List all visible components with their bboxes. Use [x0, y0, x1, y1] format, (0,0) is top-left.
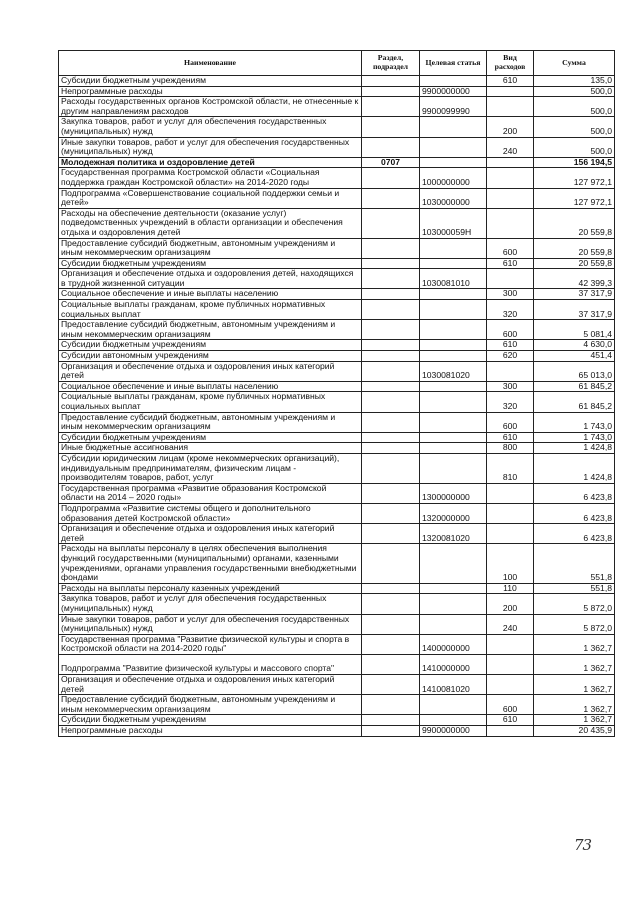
header-celevaya: Целевая статья: [420, 51, 487, 76]
cell-razdel: [362, 86, 420, 97]
cell-razdel: [362, 361, 420, 381]
cell-summa: 6 423,8: [534, 483, 615, 503]
cell-vid: 110: [487, 583, 534, 594]
cell-name: Государственная программа Костромской области «Социальная поддержка граждан Костромской области» на 2014-2020 годы: [59, 168, 362, 188]
cell-razdel: [362, 654, 420, 674]
cell-summa: 4 630,0: [534, 340, 615, 351]
cell-celevaya: 1030000000: [420, 188, 487, 208]
cell-summa: 1 424,8: [534, 453, 615, 483]
table-row: [59, 614, 615, 634]
cell-vid: 200: [487, 594, 534, 614]
cell-razdel: 0707: [362, 157, 420, 168]
cell-summa: 20 559,8: [534, 258, 615, 269]
table-row: [59, 594, 615, 614]
cell-razdel: [362, 340, 420, 351]
cell-name: Социальные выплаты гражданам, кроме публичных нормативных социальных выплат: [59, 300, 362, 320]
cell-razdel: [362, 320, 420, 340]
table-row: [59, 258, 615, 269]
cell-celevaya: [420, 583, 487, 594]
cell-name: Субсидии бюджетным учреждениям: [59, 258, 362, 269]
cell-celevaya: 1320081020: [420, 524, 487, 544]
cell-summa: 61 845,2: [534, 381, 615, 392]
cell-vid: 600: [487, 695, 534, 715]
cell-name: Социальное обеспечение и иные выплаты населению: [59, 289, 362, 300]
cell-celevaya: 1410000000: [420, 654, 487, 674]
cell-name: Иные бюджетные ассигнования: [59, 443, 362, 454]
cell-summa: 5 872,0: [534, 594, 615, 614]
cell-razdel: [362, 453, 420, 483]
header-name: Наименование: [59, 51, 362, 76]
cell-name: Подпрограмма «Развитие системы общего и дополнительного образования детей Костромской области»: [59, 503, 362, 523]
cell-razdel: [362, 544, 420, 583]
cell-vid: 320: [487, 392, 534, 412]
table-row: [59, 86, 615, 97]
cell-vid: [487, 675, 534, 695]
cell-vid: [487, 634, 534, 654]
cell-celevaya: [420, 594, 487, 614]
cell-vid: [487, 97, 534, 117]
cell-razdel: [362, 524, 420, 544]
cell-vid: 300: [487, 381, 534, 392]
cell-celevaya: 9900099990: [420, 97, 487, 117]
cell-razdel: [362, 675, 420, 695]
cell-celevaya: 1000000000: [420, 168, 487, 188]
cell-name: Организация и обеспечение отдыха и оздоровления иных категорий детей: [59, 675, 362, 695]
table-row: [59, 675, 615, 695]
cell-razdel: [362, 300, 420, 320]
cell-celevaya: 103000059Н: [420, 208, 487, 238]
cell-summa: 135,0: [534, 76, 615, 87]
cell-vid: [487, 503, 534, 523]
cell-celevaya: [420, 258, 487, 269]
table-row: [59, 544, 615, 583]
cell-summa: 20 559,8: [534, 208, 615, 238]
cell-name: Субсидии бюджетным учреждениям: [59, 76, 362, 87]
cell-razdel: [362, 583, 420, 594]
cell-name: Организация и обеспечение отдыха и оздоровления иных категорий детей: [59, 361, 362, 381]
cell-name: Иные закупки товаров, работ и услуг для обеспечения государственных (муниципальных) нужд: [59, 137, 362, 157]
cell-vid: 610: [487, 715, 534, 726]
cell-summa: 6 423,8: [534, 524, 615, 544]
cell-name: Субсидии бюджетным учреждениям: [59, 715, 362, 726]
table-row: [59, 381, 615, 392]
budget-table: [58, 50, 615, 737]
cell-vid: [487, 726, 534, 737]
cell-razdel: [362, 269, 420, 289]
cell-razdel: [362, 351, 420, 362]
cell-celevaya: 1320000000: [420, 503, 487, 523]
cell-razdel: [362, 412, 420, 432]
cell-celevaya: 1410081020: [420, 675, 487, 695]
table-row: [59, 726, 615, 737]
cell-razdel: [362, 188, 420, 208]
table-row: [59, 583, 615, 594]
cell-name: Предоставление субсидий бюджетным, автономным учреждениям и иным некоммерческим организациям: [59, 320, 362, 340]
cell-vid: 600: [487, 320, 534, 340]
table-row: [59, 483, 615, 503]
table-row: [59, 289, 615, 300]
cell-razdel: [362, 614, 420, 634]
cell-razdel: [362, 117, 420, 137]
cell-name: Подпрограмма «Совершенствование социальной поддержки семьи и детей»: [59, 188, 362, 208]
cell-name: Предоставление субсидий бюджетным, автономным учреждениям и иным некоммерческим организациям: [59, 695, 362, 715]
cell-summa: 551,8: [534, 544, 615, 583]
cell-razdel: [362, 726, 420, 737]
cell-summa: 1 424,8: [534, 443, 615, 454]
cell-razdel: [362, 76, 420, 87]
header-razdel: Раздел, подраздел: [362, 51, 420, 76]
cell-summa: 500,0: [534, 86, 615, 97]
cell-summa: 37 317,9: [534, 300, 615, 320]
cell-name: Субсидии юридическим лицам (кроме некоммерческих организаций), индивидуальным предпринимателям, физическим лицам - производителям товаров, работ, услуг: [59, 453, 362, 483]
cell-razdel: [362, 208, 420, 238]
cell-vid: [487, 208, 534, 238]
table-row: [59, 238, 615, 258]
cell-razdel: [362, 392, 420, 412]
table-row: [59, 654, 615, 674]
table-row: [59, 453, 615, 483]
cell-vid: 610: [487, 432, 534, 443]
table-row: [59, 300, 615, 320]
cell-razdel: [362, 443, 420, 454]
cell-celevaya: [420, 137, 487, 157]
cell-razdel: [362, 483, 420, 503]
cell-celevaya: [420, 238, 487, 258]
cell-vid: [487, 361, 534, 381]
cell-vid: 240: [487, 137, 534, 157]
cell-celevaya: 1300000000: [420, 483, 487, 503]
cell-summa: 42 399,3: [534, 269, 615, 289]
cell-summa: 5 081,4: [534, 320, 615, 340]
cell-name: Государственная программа «Развитие образования Костромской области на 2014 – 2020 годы»: [59, 483, 362, 503]
cell-celevaya: 1030081020: [420, 361, 487, 381]
cell-name: Непрограммные расходы: [59, 726, 362, 737]
cell-name: Расходы государственных органов Костромской области, не отнесенные к другим направлениям расходов: [59, 97, 362, 117]
cell-summa: 451,4: [534, 351, 615, 362]
table-row: [59, 137, 615, 157]
cell-name: Расходы на выплаты персоналу казенных учреждений: [59, 583, 362, 594]
cell-celevaya: [420, 340, 487, 351]
cell-celevaya: [420, 715, 487, 726]
table-row: [59, 392, 615, 412]
cell-celevaya: [420, 117, 487, 137]
cell-name: Расходы на обеспечение деятельности (оказание услуг) подведомственных учреждений в области организации и обеспечения отдыха и оздоровления детей: [59, 208, 362, 238]
cell-summa: 1 362,7: [534, 654, 615, 674]
cell-summa: 5 872,0: [534, 614, 615, 634]
cell-celevaya: [420, 443, 487, 454]
table-row: [59, 168, 615, 188]
cell-summa: 1 362,7: [534, 695, 615, 715]
table-row: [59, 157, 615, 168]
cell-razdel: [362, 594, 420, 614]
table-row: [59, 208, 615, 238]
cell-name: Предоставление субсидий бюджетным, автономным учреждениям и иным некоммерческим организациям: [59, 238, 362, 258]
cell-celevaya: 9900000000: [420, 86, 487, 97]
table-row: [59, 503, 615, 523]
cell-razdel: [362, 715, 420, 726]
cell-vid: 600: [487, 412, 534, 432]
cell-summa: 500,0: [534, 117, 615, 137]
cell-vid: [487, 168, 534, 188]
cell-summa: 61 845,2: [534, 392, 615, 412]
cell-summa: 1 743,0: [534, 432, 615, 443]
cell-razdel: [362, 381, 420, 392]
cell-vid: 600: [487, 238, 534, 258]
table-row: [59, 361, 615, 381]
table-row: [59, 97, 615, 117]
cell-name: Организация и обеспечение отдыха и оздоровления детей, находящихся в трудной жизненной ситуации: [59, 269, 362, 289]
cell-summa: 1 362,7: [534, 634, 615, 654]
cell-summa: 500,0: [534, 97, 615, 117]
table-row: [59, 269, 615, 289]
cell-summa: 20 559,8: [534, 238, 615, 258]
cell-name: Субсидии бюджетным учреждениям: [59, 340, 362, 351]
cell-summa: 6 423,8: [534, 503, 615, 523]
table-row: [59, 634, 615, 654]
cell-razdel: [362, 97, 420, 117]
table-row: [59, 412, 615, 432]
cell-vid: 800: [487, 443, 534, 454]
cell-vid: 620: [487, 351, 534, 362]
cell-celevaya: [420, 76, 487, 87]
cell-vid: [487, 86, 534, 97]
header-summa: Сумма: [534, 51, 615, 76]
table-row: [59, 188, 615, 208]
cell-celevaya: [420, 157, 487, 168]
table-row: [59, 432, 615, 443]
cell-razdel: [362, 168, 420, 188]
cell-vid: 810: [487, 453, 534, 483]
cell-celevaya: [420, 412, 487, 432]
cell-name: Организация и обеспечение отдыха и оздоровления иных категорий детей: [59, 524, 362, 544]
cell-vid: 320: [487, 300, 534, 320]
cell-razdel: [362, 695, 420, 715]
cell-vid: [487, 524, 534, 544]
cell-celevaya: [420, 453, 487, 483]
cell-celevaya: [420, 695, 487, 715]
table-row: [59, 695, 615, 715]
cell-celevaya: 9900000000: [420, 726, 487, 737]
cell-celevaya: 1030081010: [420, 269, 487, 289]
cell-summa: 551,8: [534, 583, 615, 594]
cell-name: Субсидии автономным учреждениям: [59, 351, 362, 362]
cell-celevaya: [420, 432, 487, 443]
cell-vid: 100: [487, 544, 534, 583]
cell-celevaya: [420, 614, 487, 634]
table-header: [59, 51, 615, 76]
cell-celevaya: 1400000000: [420, 634, 487, 654]
cell-celevaya: [420, 300, 487, 320]
cell-razdel: [362, 634, 420, 654]
cell-vid: 300: [487, 289, 534, 300]
table-row: [59, 443, 615, 454]
cell-name: Закупка товаров, работ и услуг для обеспечения государственных (муниципальных) нужд: [59, 117, 362, 137]
cell-celevaya: [420, 320, 487, 340]
cell-name: Иные закупки товаров, работ и услуг для обеспечения государственных (муниципальных) нужд: [59, 614, 362, 634]
cell-name: Субсидии бюджетным учреждениям: [59, 432, 362, 443]
cell-vid: 610: [487, 76, 534, 87]
cell-celevaya: [420, 351, 487, 362]
cell-summa: 127 972,1: [534, 168, 615, 188]
cell-summa: 1 743,0: [534, 412, 615, 432]
cell-summa: 156 194,5: [534, 157, 615, 168]
cell-vid: [487, 269, 534, 289]
cell-summa: 37 317,9: [534, 289, 615, 300]
cell-vid: 240: [487, 614, 534, 634]
table-body: [59, 76, 615, 737]
table-row: [59, 320, 615, 340]
cell-name: Молодежная политика и оздоровление детей: [59, 157, 362, 168]
cell-summa: 1 362,7: [534, 715, 615, 726]
cell-name: Предоставление субсидий бюджетным, автономным учреждениям и иным некоммерческим организациям: [59, 412, 362, 432]
table-row: [59, 351, 615, 362]
table-row: [59, 715, 615, 726]
table-row: [59, 340, 615, 351]
page-number: 73: [574, 836, 592, 854]
cell-name: Социальное обеспечение и иные выплаты населению: [59, 381, 362, 392]
cell-razdel: [362, 432, 420, 443]
cell-vid: 200: [487, 117, 534, 137]
cell-vid: 610: [487, 340, 534, 351]
cell-name: Расходы на выплаты персоналу в целях обеспечения выполнения функций государственными (муниципальными) органами, казенными учреждениями, органами управления государственными внебюджетными фондами: [59, 544, 362, 583]
cell-celevaya: [420, 289, 487, 300]
header-row: [59, 51, 615, 76]
table-row: [59, 117, 615, 137]
cell-name: Непрограммные расходы: [59, 86, 362, 97]
cell-vid: [487, 654, 534, 674]
header-vid: Вид расходов: [487, 51, 534, 76]
cell-vid: [487, 157, 534, 168]
table-row: [59, 524, 615, 544]
cell-razdel: [362, 238, 420, 258]
cell-summa: 127 972,1: [534, 188, 615, 208]
cell-vid: 610: [487, 258, 534, 269]
cell-vid: [487, 188, 534, 208]
cell-summa: 1 362,7: [534, 675, 615, 695]
cell-summa: 20 435,9: [534, 726, 615, 737]
cell-razdel: [362, 137, 420, 157]
cell-celevaya: [420, 544, 487, 583]
cell-razdel: [362, 258, 420, 269]
cell-name: Подпрограмма "Развитие физической культуры и массового спорта": [59, 654, 362, 674]
cell-summa: 500,0: [534, 137, 615, 157]
cell-celevaya: [420, 381, 487, 392]
cell-vid: [487, 483, 534, 503]
cell-razdel: [362, 289, 420, 300]
cell-name: Государственная программа "Развитие физической культуры и спорта в Костромской области на 2014-2020 годы": [59, 634, 362, 654]
table-row: [59, 76, 615, 87]
cell-summa: 65 013,0: [534, 361, 615, 381]
cell-name: Закупка товаров, работ и услуг для обеспечения государственных (муниципальных) нужд: [59, 594, 362, 614]
cell-razdel: [362, 503, 420, 523]
cell-name: Социальные выплаты гражданам, кроме публичных нормативных социальных выплат: [59, 392, 362, 412]
cell-celevaya: [420, 392, 487, 412]
